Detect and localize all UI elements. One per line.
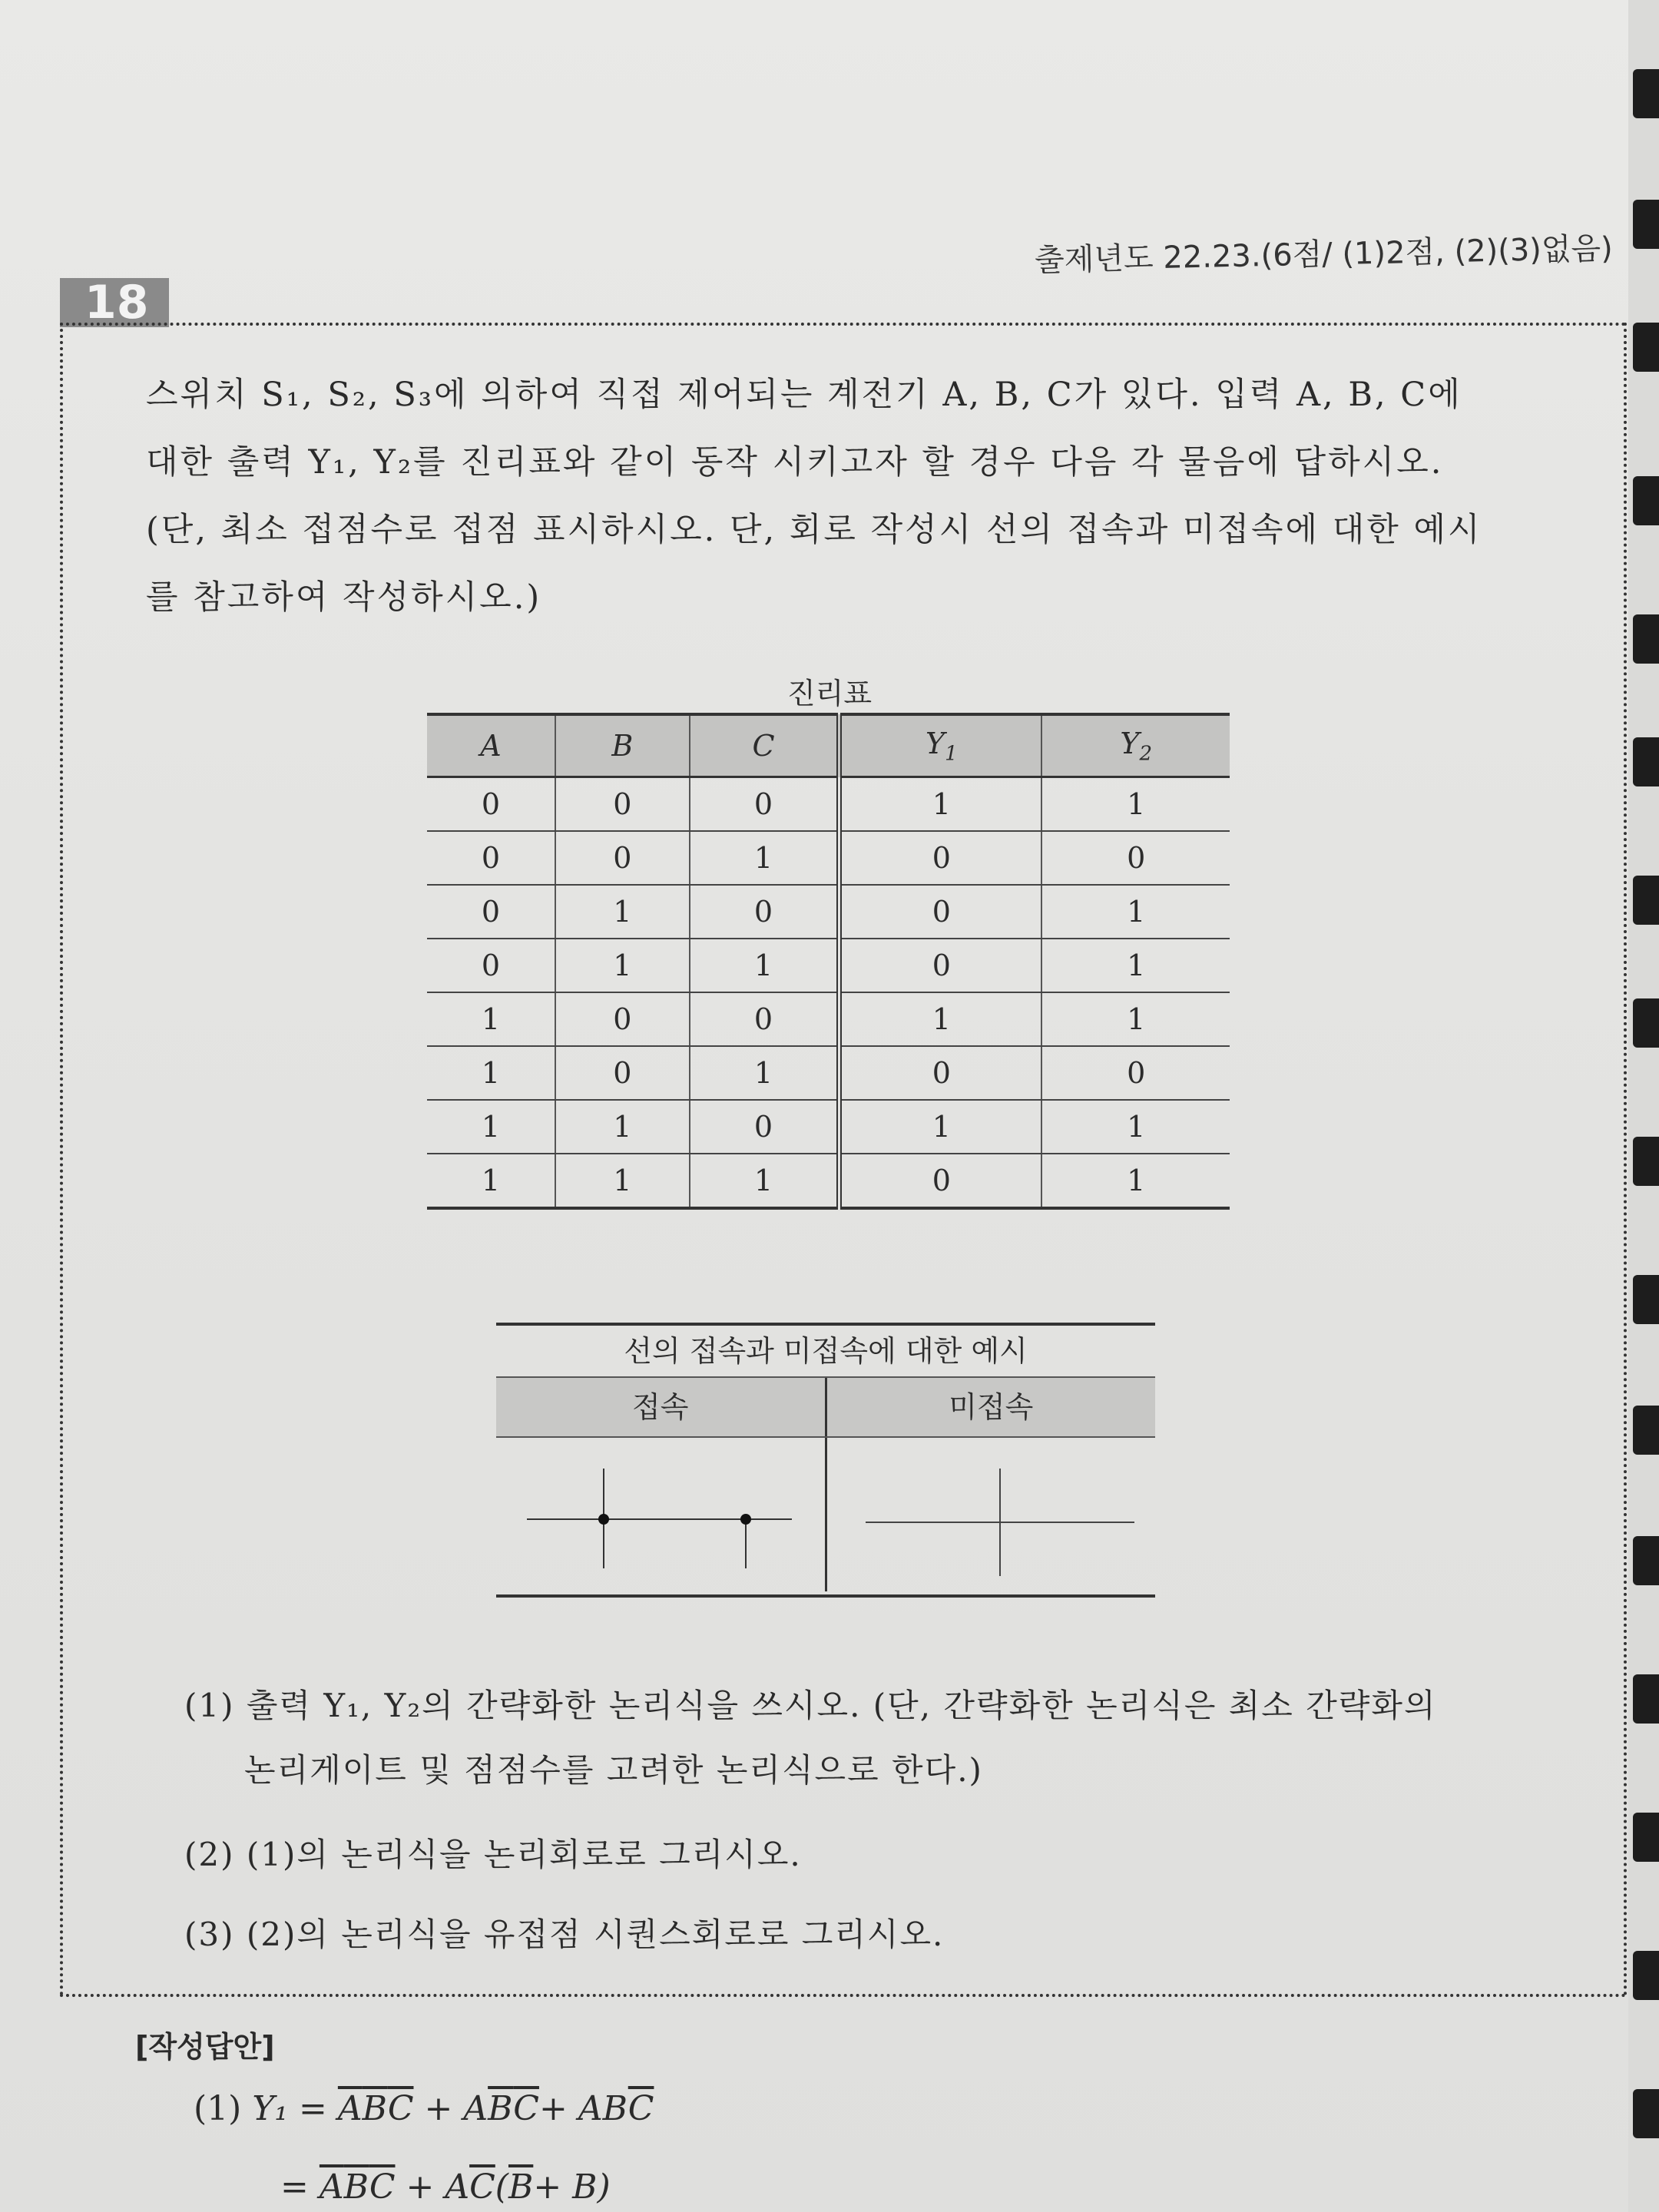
cell-a: 0 [427,939,555,992]
question-2: (2) (1)의 논리식을 논리회로로 그리시오. [184,1836,802,1873]
unconnected-header: 미접속 [949,1390,1034,1424]
truth-table-row [427,1154,1230,1208]
cell-c: 0 [690,992,839,1046]
unconnected-example-cell [827,1438,1156,1591]
cell-y1: 0 [839,885,1042,939]
answer-section-title: [작성답안] [135,2030,275,2064]
cell-b: 1 [555,1100,690,1154]
cell-y1: 0 [839,831,1042,885]
binder-ring [1633,1674,1659,1724]
truth-table-row [427,1046,1230,1100]
cell-b: 1 [555,939,690,992]
crossing-lines-diagram [827,1438,1154,1591]
question-3: (3) (2)의 논리식을 유접점 시퀀스회로로 그리시오. [184,1916,945,1953]
truth-table-title: 진리표 [786,677,873,710]
binder-ring [1633,998,1659,1048]
cell-c: 1 [690,1046,839,1100]
intro-line: 대한 출력 Y₁, Y₂를 진리표와 같이 동작 시키고자 할 경우 다음 각 물음에 답하시오. [146,443,1444,482]
intro-line: 스위치 S₁, S₂, S₃에 의하여 직접 제어되는 계전기 A, B, C가 있다. 입력 A, B, C에 [146,376,1462,414]
cell-a: 1 [427,1046,555,1100]
cell-b: 1 [555,885,690,939]
cell-a: 1 [427,1154,555,1208]
binder-ring [1633,1951,1659,2000]
header-b: B [555,714,690,777]
example-header-row [496,1376,1155,1438]
question-1: (1) 출력 Y₁, Y₂의 간략화한 논리식을 쓰시오. (단, 간략화한 논리식은 최소 간략화의 [184,1687,1437,1724]
header-y2: $Y_2$ [1041,714,1230,777]
cell-a: 0 [427,777,555,832]
connection-example-table [496,1323,1155,1598]
cell-c: 0 [690,777,839,832]
connected-junction-diagram [496,1438,823,1591]
binder-ring [1633,876,1659,925]
cell-b: 0 [555,831,690,885]
connected-header: 접속 [496,1378,827,1436]
header-a: A [427,714,555,777]
truth-table-row [427,992,1230,1046]
cell-y1: 1 [839,1100,1042,1154]
cell-y1: 1 [839,777,1042,832]
truth-table [427,713,1230,1210]
binder-ring [1633,2089,1659,2138]
binder-ring [1633,200,1659,249]
truth-table-row [427,831,1230,885]
binder-ring [1633,476,1659,525]
binder-ring [1633,69,1659,118]
binder-ring [1633,1275,1659,1324]
truth-table-row [427,1100,1230,1154]
cell-y1: 0 [839,1154,1042,1208]
binder-ring [1633,1813,1659,1862]
header-c: C [690,714,839,777]
connected-example-cell [496,1438,827,1591]
cell-a: 1 [427,992,555,1046]
truth-table-row [427,885,1230,939]
binder-ring [1633,737,1659,786]
cell-c: 0 [690,885,839,939]
cell-y2: 1 [1041,885,1230,939]
problem-intro [146,361,1528,631]
cell-a: 1 [427,1100,555,1154]
cell-b: 0 [555,777,690,832]
example-title: 선의 접속과 미접속에 대한 예시 [624,1334,1028,1368]
cell-y2: 0 [1041,831,1230,885]
problem-number-badge: 18 [60,278,169,327]
cell-y2: 1 [1041,1154,1230,1208]
binder-ring [1633,614,1659,664]
cell-b: 0 [555,1046,690,1100]
binder-ring [1633,1137,1659,1186]
cell-a: 0 [427,885,555,939]
cell-a: 0 [427,831,555,885]
intro-line: (단, 최소 접점수로 접점 표시하시오. 단, 회로 작성시 선의 접속과 미접속에 대한 예시 [146,511,1482,549]
answer-line-1: (1) $Y_1 = \overline{A}\overline{B}\overline{C} + A\overline{B}\overline{C}+ AB\overline{C}$ [194,2089,654,2128]
cell-y2: 1 [1041,992,1230,1046]
binder-ring [1633,1406,1659,1455]
cell-y2: 0 [1041,1046,1230,1100]
cell-c: 1 [690,831,839,885]
question-1-cont: 논리게이트 및 점점수를 고려한 논리식으로 한다.) [244,1751,983,1789]
cell-y1: 0 [839,939,1042,992]
binder-ring [1633,1536,1659,1585]
truth-table-row [427,777,1230,832]
binder-ring [1633,323,1659,372]
cell-c: 1 [690,1154,839,1208]
cell-c: 1 [690,939,839,992]
cell-b: 1 [555,1154,690,1208]
cell-b: 0 [555,992,690,1046]
intro-line: 를 참고하여 작성하시오.) [146,578,542,617]
cell-y1: 0 [839,1046,1042,1100]
header-y1: $Y_1$ [839,714,1042,777]
cell-y2: 1 [1041,777,1230,832]
cell-c: 0 [690,1100,839,1154]
cell-y2: 1 [1041,1100,1230,1154]
truth-table-header-row [427,714,1230,777]
answer-line-2: = $\overline{A}\overline{B}\overline{C} + A\overline{C}(\overline{B}+ B)$ [280,2167,611,2207]
cell-y2: 1 [1041,939,1230,992]
cell-y1: 1 [839,992,1042,1046]
exam-year-info: 출제년도 22.23.(6점/ (1)2점, (2)(3)없음) [1034,230,1614,279]
truth-table-row [427,939,1230,992]
